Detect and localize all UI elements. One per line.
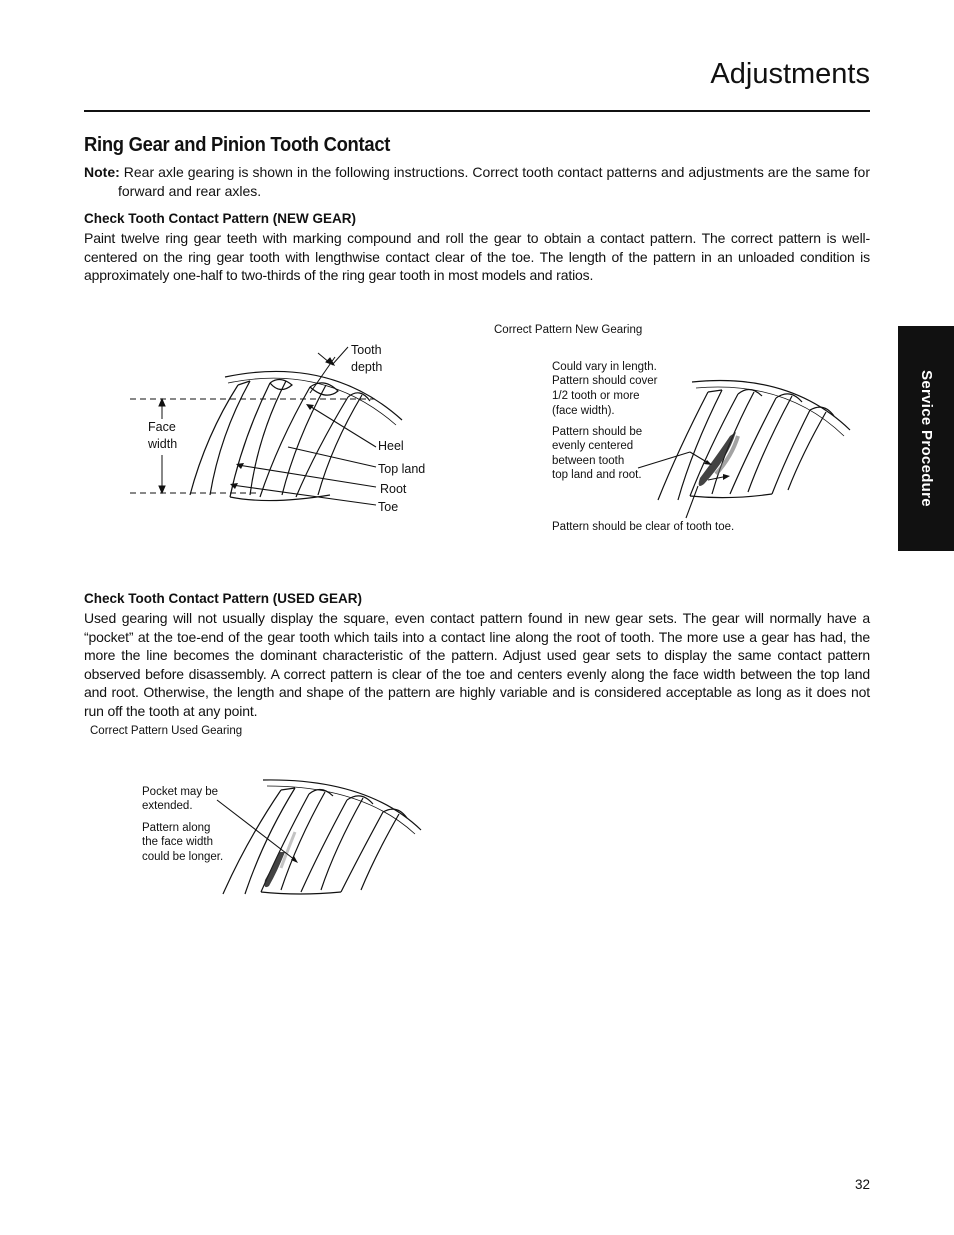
page-number: 32 (854, 1177, 870, 1192)
new-gearing-pattern-figure (540, 350, 860, 540)
label-centered-4: top land and root. (552, 469, 642, 481)
label-longer-2: the face width (142, 836, 213, 848)
label-clear-toe: Pattern should be clear of tooth toe. (552, 521, 735, 533)
new-gear-heading: Check Tooth Contact Pattern (NEW GEAR) (84, 211, 357, 226)
label-tooth: Tooth (351, 343, 382, 357)
label-vary-2: Pattern should cover (552, 375, 658, 387)
service-procedure-tab[interactable] (898, 326, 954, 551)
used-gear-heading: Check Tooth Contact Pattern (USED GEAR) (84, 591, 363, 606)
label-pocket-1: Pocket may be (142, 786, 219, 798)
new-gear-paragraph: Paint twelve ring gear teeth with marking compound and roll the gear to obtain a contact pattern. The correct pattern is well-centered on the ring gear tooth with lengthwise contact clear of the toe. The length of the pattern in an unloaded condition is approximately one-half to two-thirds of the ring gear tooth in most models and ratios. (84, 230, 870, 284)
side-tab-label: Service Procedure (917, 370, 935, 507)
used-gear-paragraph: Used gearing will not usually display the square, even contact pattern found in new gear sets. The gear will normally have a “pocket” at the toe-end of the gear tooth which tails into a contact line along the root of tooth. The more use a gear has had, the more the line becomes the dominant characteristic of the pattern. Adjust used gear sets to display the same contact pattern observed before disassembly. A correct pattern is clear of the toe and centers evenly along the face width between the top land and root. Otherwise, the length and shape of the pattern are highly variable and is considered acceptable as long as it does not run off the tooth at any point. (84, 610, 870, 719)
label-vary-1: Could vary in length. (552, 361, 657, 373)
label-face: Face (148, 420, 176, 434)
label-toe: Toe (378, 500, 399, 514)
note-label: Note: (84, 164, 120, 180)
note (84, 163, 870, 200)
figure3-caption: Correct Pattern Used Gearing (90, 725, 243, 737)
note-text: Rear axle gearing is shown in the following instructions. Correct tooth contact patterns and adjustments are the same for forward and rear axles. (118, 164, 870, 199)
section-title: Ring Gear and Pinion Tooth Contact (84, 134, 391, 156)
label-depth: depth (351, 360, 383, 374)
figure2-caption: Correct Pattern New Gearing (494, 324, 643, 336)
page-title: Adjustments (710, 58, 870, 90)
label-centered-2: evenly centered (552, 440, 634, 452)
label-longer-3: could be longer. (142, 851, 224, 863)
label-vary-3: 1/2 tooth or more (552, 390, 640, 402)
label-centered-1: Pattern should be (552, 426, 643, 438)
label-width: width (148, 437, 178, 451)
label-pocket-2: extended. (142, 800, 193, 812)
label-centered-3: between tooth (552, 455, 625, 467)
used-gearing-pattern-figure (135, 770, 435, 905)
label-vary-4: (face width). (552, 405, 615, 417)
label-root: Root (380, 482, 407, 496)
label-longer-1: Pattern along (142, 822, 211, 834)
label-heel: Heel (378, 439, 404, 453)
tooth-nomenclature-figure (120, 335, 440, 525)
header-rule (84, 110, 870, 112)
label-top-land: Top land (378, 462, 426, 476)
